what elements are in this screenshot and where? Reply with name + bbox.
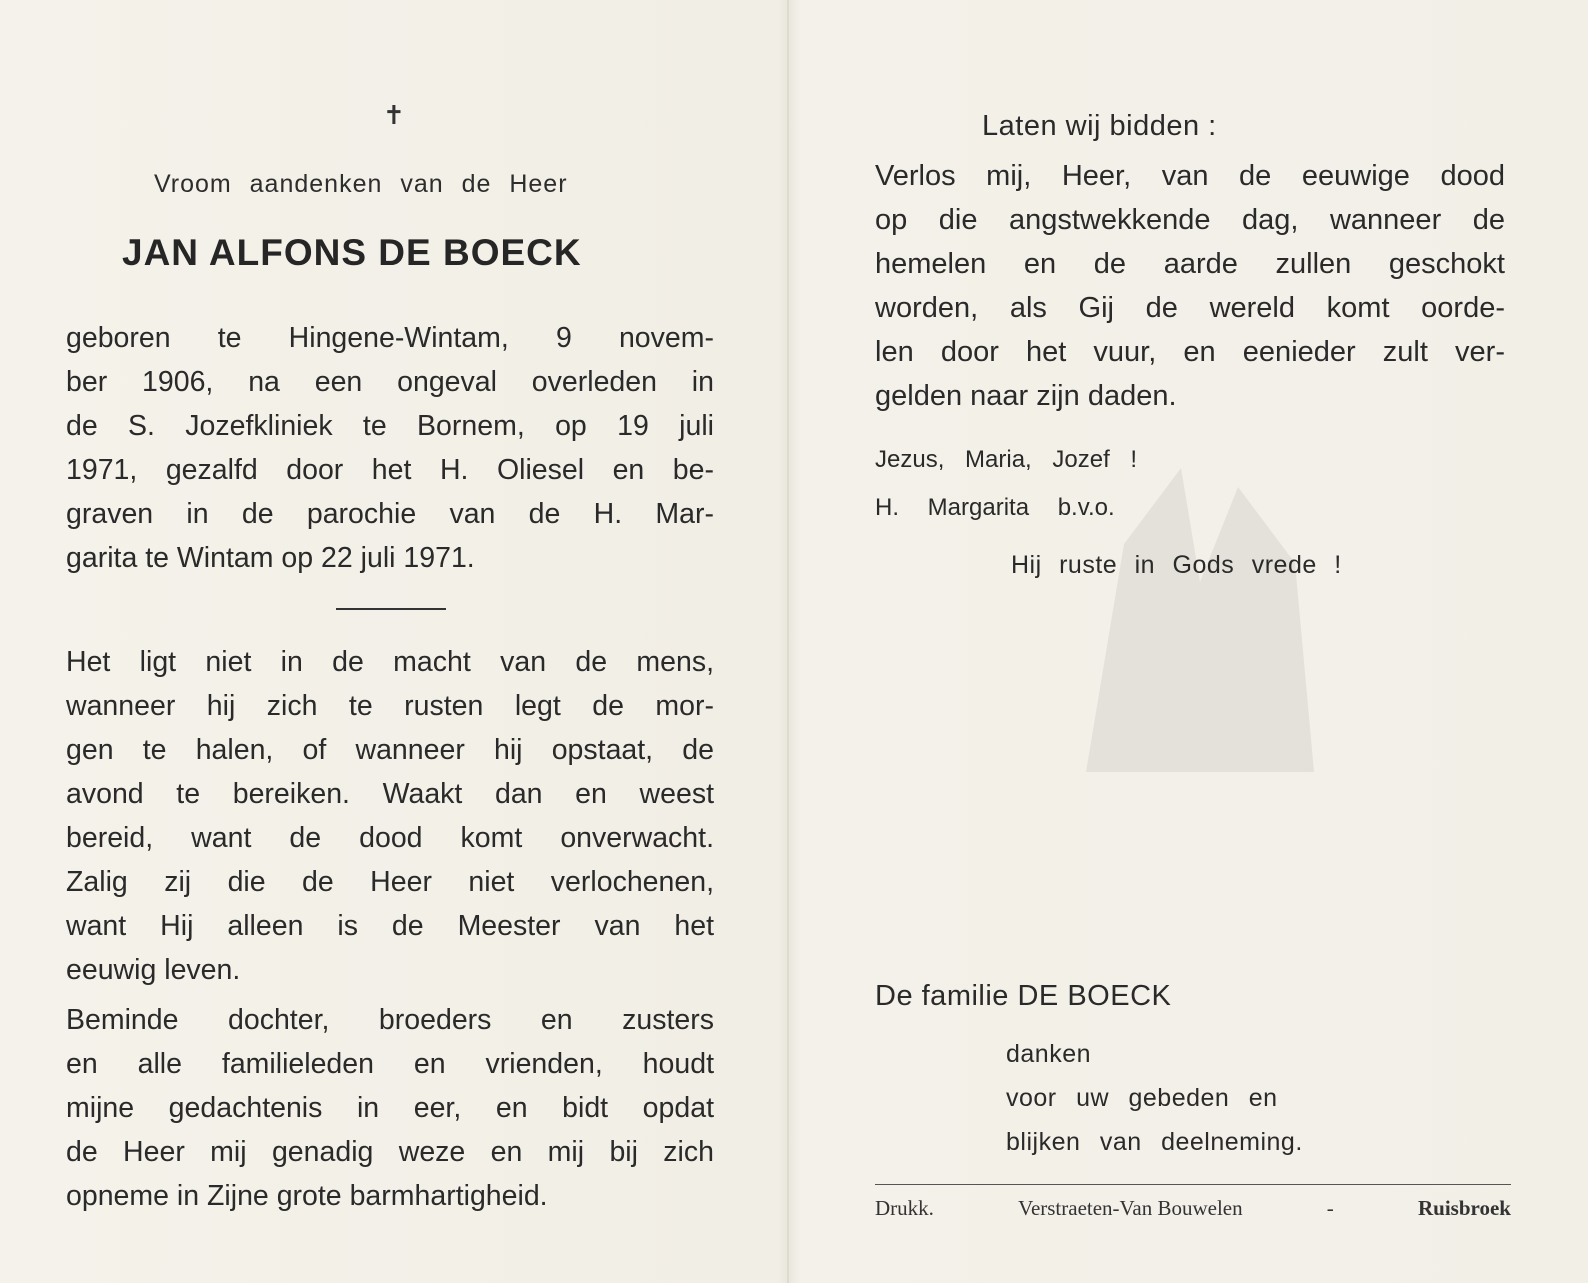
bio-line: de S. Jozefkliniek te Bornem, op 19 juli xyxy=(66,410,714,442)
quote-line: Zalig zij die de Heer niet verlochenen, xyxy=(66,866,714,898)
prayer-text xyxy=(875,154,1505,418)
quote-line: eeuwig leven. xyxy=(66,954,241,986)
family-signature: De familie DE BOECK xyxy=(875,980,1172,1012)
plea-text xyxy=(66,998,714,1218)
cross-icon: ✝ xyxy=(383,100,405,130)
deceased-name: JAN ALFONS DE BOECK xyxy=(122,232,582,273)
card-fold xyxy=(787,0,789,1283)
rest-in-peace: Hij ruste in Gods vrede ! xyxy=(1011,551,1342,579)
plea-line: de Heer mij genadig weze en mij bij zich xyxy=(66,1136,714,1168)
quote-line: gen te halen, of wanneer hij opstaat, de xyxy=(66,734,714,766)
invocation-holy-family: Jezus, Maria, Jozef ! xyxy=(875,446,1138,473)
quote-line: want Hij alleen is de Meester van het xyxy=(66,910,714,942)
printer-prefix: Drukk. xyxy=(875,1196,934,1220)
printer-rule xyxy=(875,1184,1511,1185)
prayer-title: Laten wij bidden : xyxy=(982,110,1217,142)
prayer-line: worden, als Gij de wereld komt oorde- xyxy=(875,292,1505,324)
printer-separator: - xyxy=(1326,1196,1334,1220)
plea-line: opneme in Zijne grote barmhartigheid. xyxy=(66,1180,548,1212)
divider xyxy=(336,608,446,610)
biography xyxy=(66,316,714,580)
printer-city: Ruisbroek xyxy=(1417,1196,1511,1220)
in-memory-heading: Vroom aandenken van de Heer xyxy=(154,170,568,198)
plea-line: Beminde dochter, broeders en zusters xyxy=(66,1004,714,1036)
quote-line: bereid, want de dood komt onverwacht. xyxy=(66,822,714,854)
quote-line: Het ligt niet in de macht van de mens, xyxy=(66,646,714,678)
quote-line: wanneer hij zich te rusten legt de mor- xyxy=(66,690,714,722)
prayer-line: hemelen en de aarde zullen geschokt xyxy=(875,248,1505,280)
bio-line: 1971, gezalfd door het H. Oliesel en be- xyxy=(66,454,714,486)
thanks-line: danken xyxy=(1006,1040,1092,1068)
bio-line: garita te Wintam op 22 juli 1971. xyxy=(66,542,475,574)
thanks-line: voor uw gebeden en xyxy=(1006,1084,1278,1112)
quote-line: avond te bereiken. Waakt dan en weest xyxy=(66,778,714,810)
plea-line: en alle familieleden en vrienden, houdt xyxy=(66,1048,714,1080)
thanks-text xyxy=(1006,1032,1303,1164)
prayer-line: len door het vuur, en eenieder zult ver- xyxy=(875,336,1505,368)
prayer-line: Verlos mij, Heer, van de eeuwige dood xyxy=(875,160,1505,192)
bio-line: graven in de parochie van de H. Mar- xyxy=(66,498,714,530)
printer-name: Verstraeten-Van Bouwelen xyxy=(1018,1196,1243,1220)
quote-text xyxy=(66,640,714,992)
bio-line: geboren te Hingene-Wintam, 9 novem- xyxy=(66,322,714,354)
prayer-line: gelden naar zijn daden. xyxy=(875,380,1177,412)
printer-imprint xyxy=(875,1196,1511,1221)
thanks-line: blijken van deelneming. xyxy=(1006,1128,1303,1156)
bio-line: ber 1906, na een ongeval overleden in xyxy=(66,366,714,398)
prayer-line: op die angstwekkende dag, wanneer de xyxy=(875,204,1505,236)
invocation-saint: H. Margarita b.v.o. xyxy=(875,494,1115,521)
watermark-icon xyxy=(1010,430,1390,810)
plea-line: mijne gedachtenis in eer, en bidt opdat xyxy=(66,1092,714,1124)
